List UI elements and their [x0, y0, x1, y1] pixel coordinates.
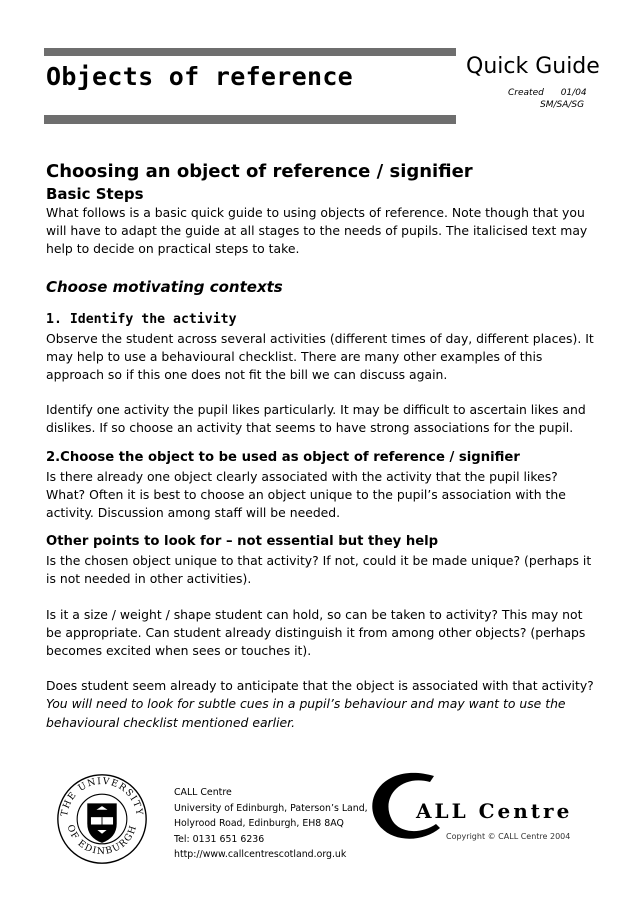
copyright-text: Copyright © CALL Centre 2004 [446, 832, 571, 841]
footer-address-line1: University of Edinburgh, Paterson’s Land, [174, 802, 368, 814]
footer-org: CALL Centre [174, 787, 232, 798]
authors: SM/SA/SG [540, 100, 585, 110]
step1-para2: Identify one activity the pupil likes particularly. It may be difficult to ascertain likes and dislikes. If so choose an activity that seems to have strong associations for the pupil. [46, 402, 586, 436]
other-para3: Does student seem already to anticipate that the object is associated with that activity? [46, 678, 594, 694]
footer-phone: Tel: 0131 651 6236 [174, 833, 265, 845]
other-heading: Other points to look for – not essential but they help [46, 534, 439, 550]
contexts-heading: Choose motivating contexts [46, 277, 283, 296]
intro-heading: Choosing an object of reference / signifier [46, 161, 473, 182]
footer-address-line2: Holyrood Road, Edinburgh, EH8 8AQ [174, 818, 344, 829]
step2-para1: Is there already one object clearly associated with the activity that the pupil likes? What? Often it is best to choose an object unique to the pupil’s association with the activity. Discussion among staff will be needed. [46, 468, 566, 521]
footer-contact [174, 785, 368, 863]
document-title: Objects of reference [46, 62, 354, 91]
intro-text: What follows is a basic quick guide to using objects of reference. Note though that you will have to adapt the guide at all stages to the needs of pupils. The italicised text may help to decide on practical steps to take. [46, 205, 588, 257]
step1-heading: 1. Identify the activity [46, 311, 237, 327]
seal-text-top: THE UNIVERSITY [59, 775, 145, 818]
other-para1: Is the chosen object unique to that activity? If not, could it be made unique? (perhaps it is not needed in other activities). [46, 553, 592, 587]
step1-para1: Observe the student across several activities (different times of day, different places). It may help to use a behavioural checklist. There are many other examples of this approach so if this one does not fit the bill we can discuss again. [46, 330, 594, 383]
footer-website-link[interactable]: http://www.callcentrescotland.org.uk [174, 849, 347, 860]
created-date: 01/04 [560, 88, 587, 98]
quick-guide-label: Quick Guide [466, 54, 600, 79]
intro-subheading: Basic Steps [46, 185, 144, 203]
other-para2: Is it a size / weight / shape student can hold, so can be taken to activity? This may not be appropriate. Can student already distinguish it from among other objects? (perhaps becomes excited when sees or touches it). [46, 606, 586, 659]
header-rule-top [44, 48, 456, 56]
main-content [46, 160, 596, 732]
created-line [508, 88, 587, 98]
other-para3-italic: You will need to look for subtle cues in a pupil’s behaviour and may want to use the behavioural checklist mentioned earlier. [46, 696, 566, 730]
call-logo-text: ALL Centre [416, 799, 573, 823]
seal-text-bottom: OF EDINBURGH [64, 823, 140, 858]
step2-heading: 2.Choose the object to be used as object of reference / signifier [46, 449, 520, 465]
created-label: Created [508, 88, 544, 98]
university-seal-logo [56, 773, 148, 865]
call-centre-logo [366, 768, 596, 842]
header-rule-bottom [44, 115, 456, 124]
